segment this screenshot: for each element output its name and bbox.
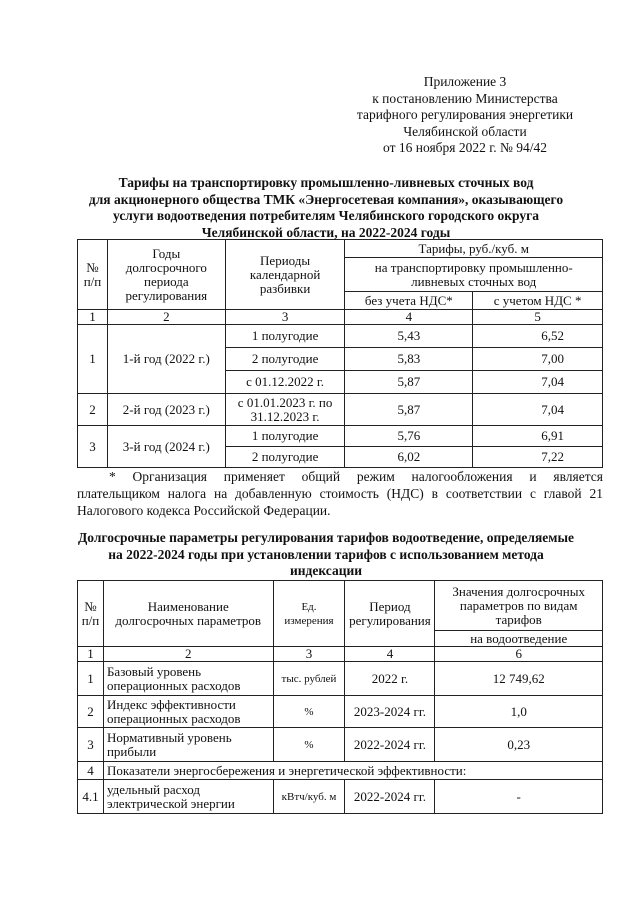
- header-without-vat: без учета НДС*: [345, 292, 473, 310]
- header-with-vat: с учетом НДС *: [473, 292, 603, 310]
- row-year: 3-й год (2024 г.): [107, 426, 225, 468]
- row-num: 4.1: [78, 780, 104, 814]
- footnote-line: * Организация применяет общий режим налогообложения и является: [109, 469, 603, 484]
- row-unit: кВтч/куб. м: [273, 780, 345, 814]
- row-period: 2022-2024 гг.: [345, 728, 435, 762]
- row-vat: 7,22: [473, 447, 603, 468]
- header-name: Наименование долгосрочных параметров: [103, 581, 273, 647]
- row-period: 2 полугодие: [225, 447, 345, 468]
- title-line: Тарифы на транспортировку промышленно-ливневых сточных вод: [118, 175, 534, 190]
- header-period: Период регулирования: [345, 581, 435, 647]
- row-novat: 5,43: [345, 325, 473, 348]
- appendix-number: Приложение 3: [423, 74, 507, 89]
- row-value: -: [435, 780, 603, 814]
- header-tariffs: Тарифы, руб./куб. м: [345, 240, 603, 258]
- row-num: 2: [78, 394, 108, 426]
- row-vat: 6,91: [473, 426, 603, 447]
- title-line: на 2022-2024 годы при установлении тарифов с использованием метода: [108, 546, 544, 562]
- col-number: 4: [345, 310, 473, 325]
- tariffs-title: [66, 175, 586, 241]
- title-line: для акционерного общества ТМК «Энергосетевая компания», оказывающего: [88, 191, 564, 207]
- table-row: [78, 426, 603, 447]
- col-number: 2: [103, 647, 273, 662]
- row-novat: 5,87: [345, 394, 473, 426]
- row-value: 0,23: [435, 728, 603, 762]
- row-name: Базовый уровень операционных расходов: [103, 662, 273, 696]
- row-num: 2: [78, 696, 104, 728]
- row-vat: 7,04: [473, 394, 603, 426]
- tariffs-table: [77, 239, 603, 468]
- row-period: 2 полугодие: [225, 348, 345, 371]
- row-name: Нормативный уровень прибыли: [103, 728, 273, 762]
- table-row: [78, 728, 603, 762]
- table-row: [78, 325, 603, 348]
- row-novat: 5,87: [345, 371, 473, 394]
- row-value: 12 749,62: [435, 662, 603, 696]
- row-unit: тыс. рублей: [273, 662, 345, 696]
- col-number: 3: [273, 647, 345, 662]
- title-line: индексации: [289, 563, 363, 578]
- row-name: удельный расход электрической энергии: [103, 780, 273, 814]
- col-number: 2: [107, 310, 225, 325]
- row-novat: 5,76: [345, 426, 473, 447]
- row-period: 1 полугодие: [225, 325, 345, 348]
- table-row: [78, 696, 603, 728]
- title-line: Долгосрочные параметры регулирования тарифов водоотведение, определяемые: [77, 530, 575, 545]
- header-transport: на транспортировку промышленно-ливневых сточных вод: [345, 258, 603, 292]
- row-value: 1,0: [435, 696, 603, 728]
- header-num: № п/п: [78, 581, 104, 647]
- row-year: 1-й год (2022 г.): [107, 325, 225, 394]
- row-vat: 7,04: [473, 371, 603, 394]
- row-period: 2023-2024 гг.: [345, 696, 435, 728]
- parameters-title: [66, 530, 586, 580]
- header-periods: Периоды календарной разбивки: [225, 240, 345, 310]
- row-novat: 6,02: [345, 447, 473, 468]
- row-num: 4: [78, 762, 104, 780]
- row-period: 1 полугодие: [225, 426, 345, 447]
- col-number: 4: [345, 647, 435, 662]
- table-row: [78, 662, 603, 696]
- row-period: 2022 г.: [345, 662, 435, 696]
- row-name: Индекс эффективности операционных расходов: [103, 696, 273, 728]
- table-row: [78, 394, 603, 426]
- row-vat: 6,52: [473, 325, 603, 348]
- parameters-table: [77, 580, 603, 814]
- row-num: 3: [78, 728, 104, 762]
- decree-date: от 16 ноября 2022 г. № 94/42: [383, 140, 547, 155]
- title-line: Челябинской области, на 2022-2024 годы: [201, 224, 451, 240]
- header-sewerage: на водоотведение: [435, 631, 603, 647]
- title-line: услуги водоотведения потребителям Челябинского городского округа: [112, 208, 540, 223]
- col-number: 6: [435, 647, 603, 662]
- row-num: 3: [78, 426, 108, 468]
- row-num: 1: [78, 325, 108, 394]
- header-years: Годы долгосрочного периода регулирования: [107, 240, 225, 310]
- row-year: 2-й год (2023 г.): [107, 394, 225, 426]
- col-number: 5: [473, 310, 603, 325]
- header-line: тарифного регулирования энергетики: [356, 107, 574, 122]
- header-num: № п/п: [78, 240, 108, 310]
- header-line: к постановлению Министерства: [372, 90, 558, 106]
- table-row: [78, 780, 603, 814]
- vat-footnote: [77, 468, 603, 519]
- footnote-text: плательщиком налога на добавленную стоимость (НДС) в соответствии с главой 21 Налогового кодекса Российской Федерации.: [77, 486, 603, 518]
- header-line: Челябинской области: [403, 123, 527, 139]
- col-number: 1: [78, 310, 108, 325]
- row-period: с 01.12.2022 г.: [225, 371, 345, 394]
- appendix-header: [330, 74, 600, 157]
- row-novat: 5,83: [345, 348, 473, 371]
- row-unit: %: [273, 728, 345, 762]
- table-row: [78, 762, 603, 780]
- row-vat: 7,00: [473, 348, 603, 371]
- col-number: 3: [225, 310, 345, 325]
- header-values: Значения долгосрочных параметров по видам тарифов: [435, 581, 603, 631]
- row-num: 1: [78, 662, 104, 696]
- row-unit: %: [273, 696, 345, 728]
- row-section: Показатели энергосбережения и энергетической эффективности:: [103, 762, 602, 780]
- row-period: с 01.01.2023 г. по 31.12.2023 г.: [225, 394, 345, 426]
- header-unit: Ед. измерения: [273, 581, 345, 647]
- col-number: 1: [78, 647, 104, 662]
- row-period: 2022-2024 гг.: [345, 780, 435, 814]
